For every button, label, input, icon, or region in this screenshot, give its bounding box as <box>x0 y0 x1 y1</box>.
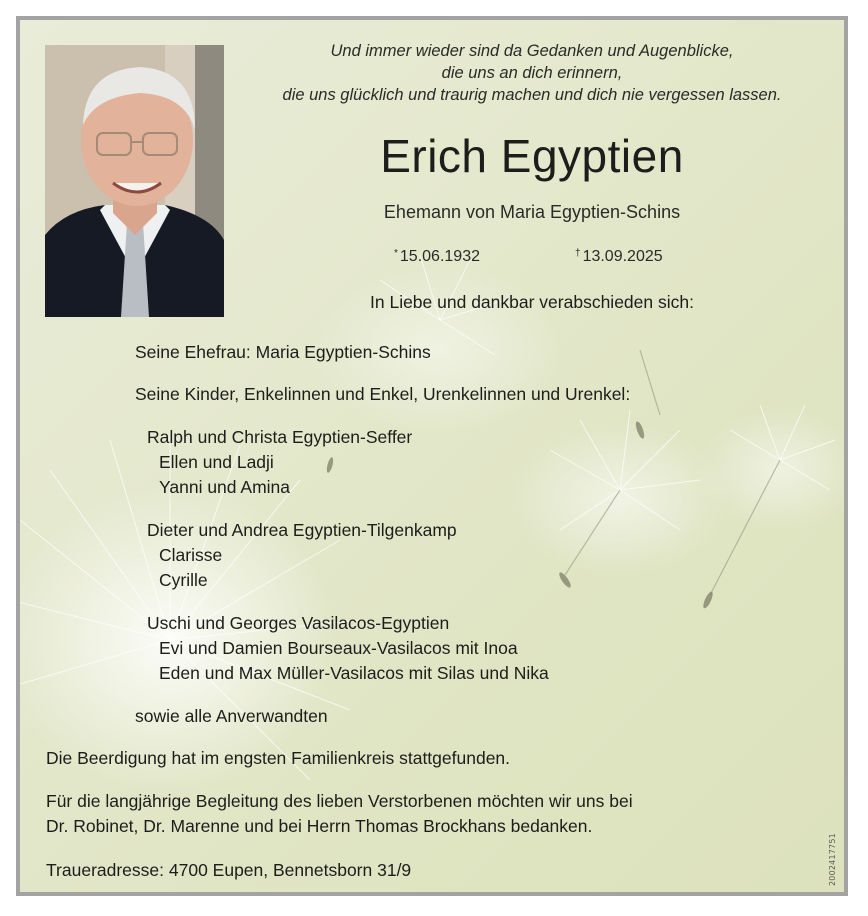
death-date-value: 13.09.2025 <box>582 248 663 265</box>
birth-symbol: * <box>394 248 398 259</box>
relatives-line: sowie alle Anverwandten <box>135 706 328 726</box>
deceased-relation: Ehemann von Maria Egyptien-Schins <box>383 202 681 222</box>
portrait-photo <box>45 45 224 317</box>
birth-date-value: 15.06.1932 <box>399 248 480 265</box>
quote-line-1: Und immer wieder sind da Gedanken und Augenblicke, <box>330 42 734 60</box>
farewell-intro: In Liebe und dankbar verabschieden sich: <box>370 292 694 312</box>
family-head: Uschi und Georges Vasilacos-Egyptien <box>147 613 450 633</box>
wife-line: Seine Ehefrau: Maria Egyptien-Schins <box>135 342 431 362</box>
thanks-line-1: Für die langjährige Begleitung des lieben Verstorbenen möchten wir uns bei <box>46 791 633 811</box>
memorial-quote <box>232 40 832 106</box>
family-member: Ellen und Ladji <box>159 452 274 472</box>
death-symbol: † <box>575 248 581 259</box>
family-member: Eden und Max Müller-Vasilacos mit Silas und Nika <box>159 663 549 683</box>
quote-line-2: die uns an dich erinnern, <box>441 64 623 82</box>
family-member: Yanni und Amina <box>159 477 291 497</box>
family-member: Cyrille <box>159 570 208 590</box>
ad-code: 2002417751 <box>828 833 837 886</box>
obituary-card <box>16 16 848 896</box>
thanks-line-2: Dr. Robinet, Dr. Marenne und bei Herrn Thomas Brockhans bedanken. <box>46 816 593 836</box>
family-member: Clarisse <box>159 545 223 565</box>
death-date <box>575 243 663 268</box>
quote-line-3: die uns glücklich und traurig machen und dich nie vergessen lassen. <box>282 86 782 104</box>
funeral-note: Die Beerdigung hat im engsten Familienkreis stattgefunden. <box>46 748 511 768</box>
family-head: Ralph und Christa Egyptien-Seffer <box>147 427 413 447</box>
deceased-name: Erich Egyptien <box>380 130 684 182</box>
family-head: Dieter und Andrea Egyptien-Tilgenkamp <box>147 520 457 540</box>
birth-date <box>394 243 480 268</box>
family-member: Evi und Damien Bourseaux-Vasilacos mit Inoa <box>159 638 518 658</box>
mourning-address: Traueradresse: 4700 Eupen, Bennetsborn 31/9 <box>46 860 412 880</box>
children-heading: Seine Kinder, Enkelinnen und Enkel, Urenkelinnen und Urenkel: <box>135 384 631 404</box>
